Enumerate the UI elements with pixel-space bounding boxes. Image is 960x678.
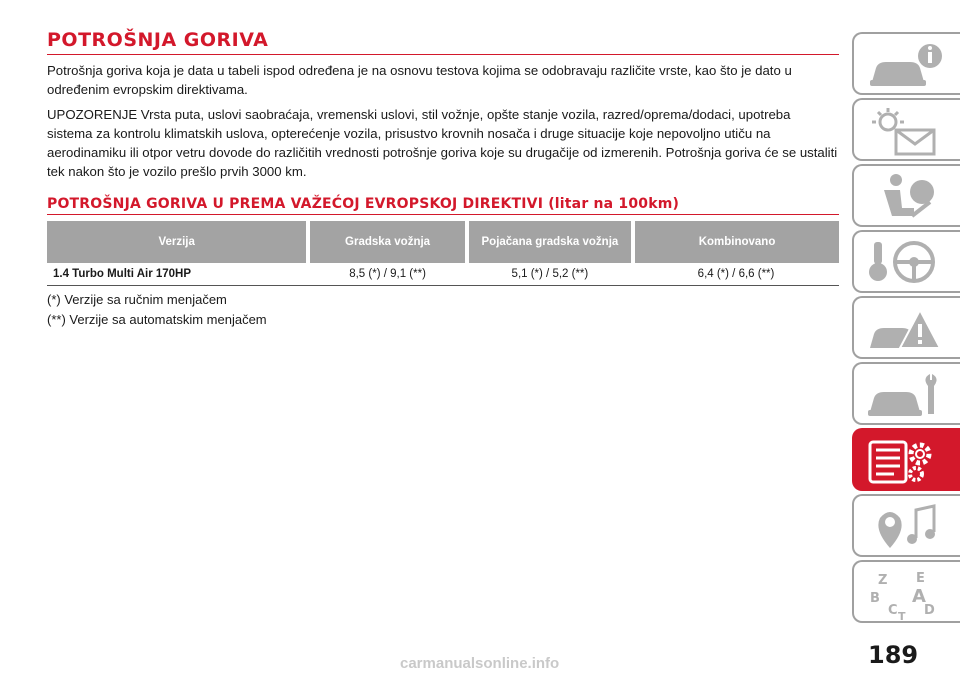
svg-text:D: D xyxy=(924,603,935,618)
specs-gears-icon xyxy=(866,436,946,488)
fuel-consumption-table xyxy=(47,221,839,286)
seat-airbag-icon xyxy=(866,172,946,224)
page-number: 189 xyxy=(868,641,919,669)
table-title: POTROŠNJA GORIVA U PREMA VAŽEĆOJ EVROPSKOJ DIREKTIVI (litar na 100km) xyxy=(47,196,680,212)
tab-index[interactable] xyxy=(852,560,960,623)
tab-emergency[interactable] xyxy=(852,296,960,359)
navigation-music-icon xyxy=(866,502,946,554)
title-divider xyxy=(47,54,839,55)
car-warning-icon xyxy=(866,304,946,356)
key-steering-wheel-icon xyxy=(866,238,946,290)
tab-technical-data[interactable] xyxy=(852,428,960,491)
table-row xyxy=(47,263,839,286)
svg-text:B: B xyxy=(870,591,880,606)
tab-starting-driving[interactable] xyxy=(852,230,960,293)
column-header-urban: Gradska vožnja xyxy=(308,221,466,263)
cell-combined: 6,4 (*) / 6,6 (**) xyxy=(633,263,839,286)
tab-lights-messages[interactable] xyxy=(852,98,960,161)
column-header-combined: Kombinovano xyxy=(633,221,839,263)
tab-multimedia[interactable] xyxy=(852,494,960,557)
lights-message-icon xyxy=(866,106,946,158)
svg-text:A: A xyxy=(912,586,926,607)
svg-text:Z: Z xyxy=(878,573,888,588)
footnote-manual: (*) Verzije sa ručnim menjačem xyxy=(47,292,227,307)
section-title: POTROŠNJA GORIVA xyxy=(47,29,269,51)
cell-extra-urban: 5,1 (*) / 5,2 (**) xyxy=(467,263,633,286)
cell-urban: 8,5 (*) / 9,1 (**) xyxy=(308,263,466,286)
intro-paragraph: Potrošnja goriva koja je data u tabeli ispod određena je na osnovu testova kojima se odobravaju različite vrste, kao što je dato u određenim evropskim direktivama. xyxy=(47,63,792,97)
column-header-version: Verzija xyxy=(47,221,308,263)
table-title-divider xyxy=(47,214,839,215)
car-info-icon xyxy=(866,40,946,92)
page-content xyxy=(47,28,839,328)
tab-safety[interactable] xyxy=(852,164,960,227)
footnote-automatic: (**) Verzije sa automatskim menjačem xyxy=(47,312,267,327)
tab-maintenance[interactable] xyxy=(852,362,960,425)
warning-paragraph: UPOZORENJE Vrsta puta, uslovi saobraćaja, vremenski uslovi, stil vožnje, opšte stanje vozila, razred/oprema/dodaci, upotreba sistema za kontrolu klimatskih uslova, opterećenje vozila, prisustvo krovnih nosača i druge situacije koje nepovoljno utiču na aerodinamiku ili otpor vetru dovode do različitih vrednosti potrošnje goriva koje su drugačije od izmerenih. Potrošnja goriva će se ustaliti tek nakon što je vozilo prešlo prvih 3000 km. xyxy=(47,107,838,179)
car-wrench-icon xyxy=(866,370,946,422)
column-header-extra-urban: Pojačana gradska vožnja xyxy=(467,221,633,263)
cell-version: 1.4 Turbo Multi Air 170HP xyxy=(47,263,308,286)
table-header-row xyxy=(47,221,839,263)
alphabetical-index-icon xyxy=(866,568,946,620)
tab-car-info[interactable] xyxy=(852,32,960,95)
svg-text:T: T xyxy=(898,610,906,620)
svg-text:E: E xyxy=(916,571,925,586)
watermark: carmanualsonline.info xyxy=(400,655,560,672)
svg-text:C: C xyxy=(888,603,898,618)
